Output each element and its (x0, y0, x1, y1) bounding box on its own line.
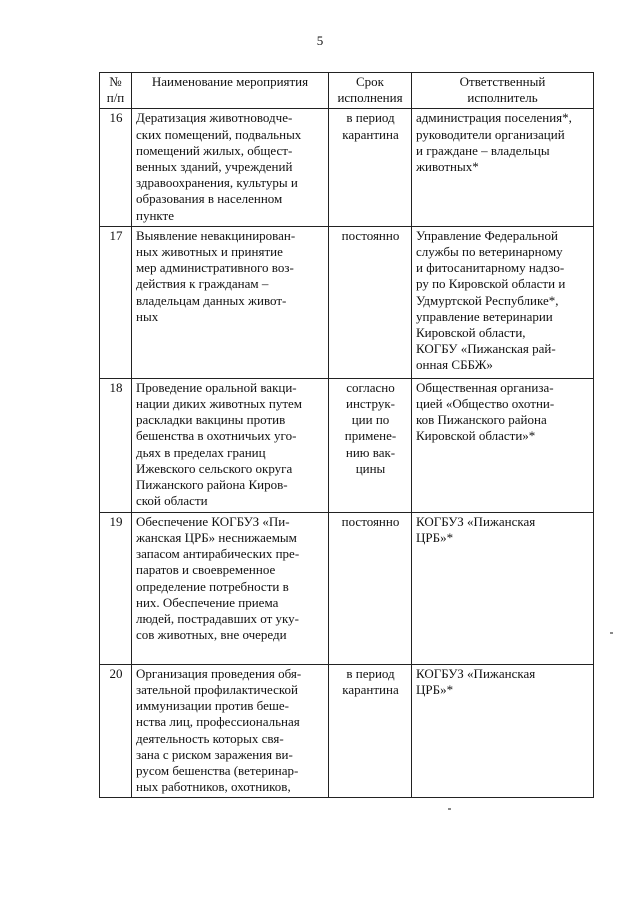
table-row (100, 109, 594, 226)
measure-name (132, 226, 329, 378)
cell-line: раскладки вакцины против (136, 412, 286, 428)
header-name (132, 73, 329, 109)
cell-line: КОГБУ «Пижанская рай- (416, 341, 556, 357)
cell-line: руководители организаций (416, 126, 565, 142)
cell-line: бешенства в охотничьих уго- (136, 428, 297, 444)
cell-line: службы по ветеринарному (416, 244, 563, 260)
scan-speck (610, 632, 613, 634)
cell-line: ных работников, охотников, (136, 779, 291, 795)
page-number: 5 (316, 33, 324, 48)
measure-term (329, 512, 412, 664)
cell-line: животных* (416, 159, 479, 175)
cell-line: администрация поселения*, (416, 110, 572, 126)
cell-line: ции по (351, 412, 390, 428)
cell-line: ЦРБ»* (416, 530, 454, 546)
measure-name (132, 378, 329, 512)
cell-line: них. Обеспечение приема (136, 594, 279, 610)
measure-responsible (412, 512, 594, 664)
measure-term (329, 378, 412, 512)
cell-line: онная СББЖ» (416, 357, 493, 373)
cell-line: венных зданий, учреждений (136, 159, 293, 175)
cell-line: в период (346, 665, 395, 681)
cell-line: зана с риском заражения ви- (136, 746, 293, 762)
cell-line: русом бешенства (ветеринар- (136, 763, 299, 779)
cell-line: постоянно (341, 513, 400, 529)
cell-line: ков Пижанского района (416, 412, 547, 428)
cell-line: ру по Кировской области и (416, 276, 566, 292)
cell-line: мер административного воз- (136, 260, 294, 276)
cell-line: в период (346, 110, 395, 126)
cell-line: людей, пострадавших от уку- (136, 611, 300, 627)
cell-line: ской области (136, 493, 208, 509)
cell-line: Управление Федеральной (416, 227, 558, 243)
cell-line: пункте (136, 207, 175, 223)
cell-line: запасом антирабических пре- (136, 546, 300, 562)
measure-responsible (412, 226, 594, 378)
cell-line: ных животных и принятие (136, 244, 283, 260)
cell-line: Обеспечение КОГБУЗ «Пи- (136, 513, 290, 529)
cell-line: постоянно (341, 227, 400, 243)
cell-line: цины (355, 460, 386, 476)
cell-line: Выявление невакцинирован- (136, 227, 296, 243)
cell-line: Удмуртской Республике*, (416, 292, 559, 308)
table-row (100, 664, 594, 798)
cell-line: КОГБУЗ «Пижанская (416, 665, 536, 681)
row-number: 18 (100, 378, 132, 512)
cell-line: примене- (344, 428, 397, 444)
row-number: 17 (100, 226, 132, 378)
cell-line: сов животных, вне очереди (136, 627, 287, 643)
cell-line: инструк- (346, 396, 395, 412)
cell-line: действия к гражданам – (136, 276, 269, 292)
cell-line: и граждане – владельцы (416, 142, 550, 158)
cell-line: жанская ЦРБ» неснижаемым (136, 530, 297, 546)
cell-line: управление ветеринарии (416, 308, 553, 324)
cell-line: нию вак- (345, 444, 396, 460)
cell-line: владельцам данных живот- (136, 292, 287, 308)
cell-line: ных (136, 308, 159, 324)
row-number: 16 (100, 109, 132, 226)
cell-line: цией «Общество охотни- (416, 396, 555, 412)
cell-line: ЦРБ»* (416, 682, 454, 698)
measure-name (132, 664, 329, 798)
cell-line: карантина (342, 682, 399, 698)
cell-line: Кировской области»* (416, 428, 536, 444)
cell-line: здравоохранения, культуры и (136, 175, 298, 191)
cell-line: исполнитель (467, 90, 538, 106)
cell-line: паратов и своевременное (136, 562, 276, 578)
header-responsible (412, 73, 594, 109)
table-header-row (100, 73, 594, 109)
cell-line: Пижанского района Киров- (136, 477, 288, 493)
row-number: 20 (100, 664, 132, 798)
cell-line: определение потребности в (136, 578, 289, 594)
header-num (100, 73, 132, 109)
cell-line: помещений жилых, общест- (136, 142, 293, 158)
measure-name (132, 109, 329, 226)
cell-line: образования в населенном (136, 191, 283, 207)
row-number: 19 (100, 512, 132, 664)
measure-responsible (412, 664, 594, 798)
cell-line: Организация проведения обя- (136, 665, 302, 681)
cell-line: ских помещений, подвальных (136, 126, 302, 142)
measure-term (329, 226, 412, 378)
cell-line: зательной профилактической (136, 682, 298, 698)
table-row (100, 226, 594, 378)
cell-line: деятельность которых свя- (136, 730, 284, 746)
cell-line: п/п (106, 90, 125, 106)
cell-line: Общественная организа- (416, 379, 554, 395)
measure-term (329, 664, 412, 798)
cell-line: Кировской области, (416, 325, 526, 341)
cell-line: карантина (342, 126, 399, 142)
header-term (329, 73, 412, 109)
cell-line: нации диких животных путем (136, 396, 303, 412)
measure-responsible (412, 378, 594, 512)
cell-line: иммунизации против беше- (136, 698, 289, 714)
cell-line: Ижевского сельского округа (136, 460, 293, 476)
cell-line: исполнения (337, 90, 403, 106)
cell-line: Дератизация животноводче- (136, 110, 293, 126)
cell-line: Ответственный (459, 74, 546, 89)
cell-line: № (109, 74, 122, 89)
measure-responsible (412, 109, 594, 226)
measures-table (99, 72, 594, 798)
cell-line: дьях в пределах границ (136, 444, 266, 460)
cell-line: Проведение оральной вакци- (136, 379, 297, 395)
measure-term (329, 109, 412, 226)
cell-line: Наименование мероприятия (151, 74, 309, 89)
cell-line: и фитосанитарному надзо- (416, 260, 565, 276)
cell-line: Срок (356, 74, 384, 89)
cell-line: нства лиц, профессиональная (136, 714, 300, 730)
cell-line: согласно (346, 379, 395, 395)
measure-name (132, 512, 329, 664)
table-row (100, 512, 594, 664)
table-row (100, 378, 594, 512)
scan-speck (448, 808, 451, 810)
cell-line: КОГБУЗ «Пижанская (416, 513, 536, 529)
